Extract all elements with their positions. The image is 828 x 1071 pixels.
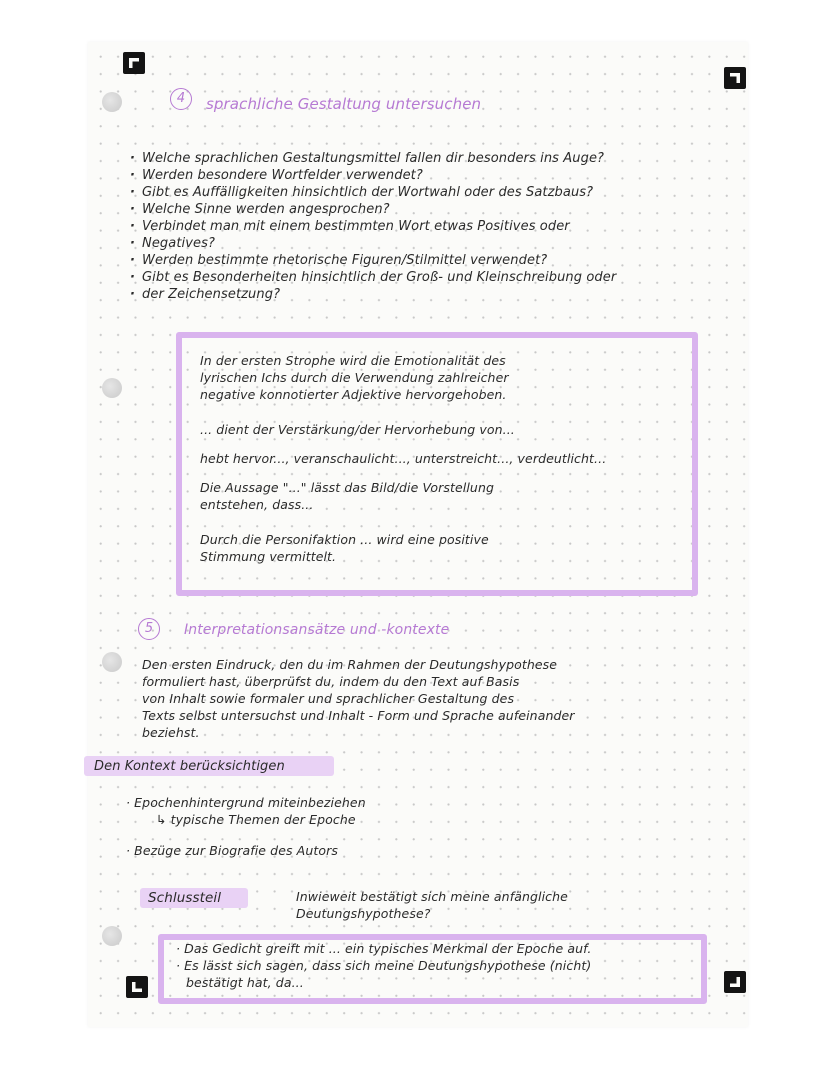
context-subitem: ↳ typische Themen der Epoche	[156, 812, 356, 827]
conclusion-line: bestätigt hat, da...	[186, 975, 304, 990]
punch-hole	[102, 652, 122, 672]
conclusion-line: · Das Gedicht greift mit ... ein typisches Merkmal der Epoche auf.	[176, 941, 592, 956]
conclusion-question-line: Deutungshypothese?	[296, 906, 431, 921]
example-phrases	[200, 352, 606, 565]
question-item: · Verbindet man mit einem bestimmten Wort etwas Positives oder	[128, 218, 616, 235]
notebook-page	[88, 42, 748, 1027]
paragraph-line: von Inhalt sowie formaler und sprachlicher Gestaltung des	[142, 691, 515, 706]
corner-marker-bottom-left	[126, 976, 148, 998]
question-item: · Welche sprachlichen Gestaltungsmittel fallen dir besonders ins Auge?	[128, 150, 616, 167]
section-4-title: sprachliche Gestaltung untersuchen	[206, 95, 482, 113]
example-line: entstehen, dass...	[200, 497, 314, 512]
context-list	[126, 794, 366, 859]
conclusion-line-text: Es lässt sich sagen, dass sich meine Deutungshypothese (nicht)	[184, 958, 592, 973]
question-continuation: · Negatives?	[128, 235, 616, 252]
example-line: lyrischen Ichs durch die Verwendung zahlreicher	[200, 370, 509, 385]
question-item: · Gibt es Auffälligkeiten hinsichtlich der Wortwahl oder des Satzbaus?	[128, 184, 616, 201]
question-item: · Werden besondere Wortfelder verwendet?	[128, 167, 616, 184]
section-number-5: 5	[138, 618, 160, 640]
conclusion-phrases	[176, 940, 592, 991]
conclusion-line-text: Das Gedicht greift mit ... ein typisches Merkmal der Epoche auf.	[184, 941, 592, 956]
context-item: · Bezüge zur Biografie des Autors	[126, 843, 338, 858]
paragraph-line: beziehst.	[142, 725, 200, 740]
conclusion-question-line: Inwieweit bestätigt sich meine anfängliche	[296, 889, 568, 904]
question-item: · Gibt es Besonderheiten hinsichtlich der Groß- und Kleinschreibung oder	[128, 269, 616, 286]
context-item-text: Bezüge zur Biografie des Autors	[134, 843, 338, 858]
paragraph-line: Texts selbst untersuchst und Inhalt - Form und Sprache aufeinander	[142, 708, 575, 723]
corner-marker-top-right	[724, 67, 746, 89]
example-line: Die Aussage "..." lässt das Bild/die Vorstellung	[200, 480, 494, 495]
punch-hole	[102, 92, 122, 112]
example-line: negative konnotierter Adjektive hervorgehoben.	[200, 387, 507, 402]
context-item: · Epochenhintergrund miteinbeziehen	[126, 795, 366, 810]
punch-hole	[102, 926, 122, 946]
conclusion-label: Schlussteil	[148, 890, 222, 906]
paragraph-line: Den ersten Eindruck, den du im Rahmen der Deutungshypothese	[142, 657, 558, 672]
example-line: In der ersten Strophe wird die Emotionalität des	[200, 353, 506, 368]
corner-marker-top-left	[123, 52, 145, 74]
context-item-text: Epochenhintergrund miteinbeziehen	[134, 795, 366, 810]
example-line: hebt hervor..., veranschaulicht..., unterstreicht..., verdeutlicht...	[200, 451, 607, 466]
conclusion-question	[296, 888, 568, 922]
section-4-questions	[128, 150, 616, 303]
example-line: ... dient der Verstärkung/der Hervorhebung von...	[200, 422, 515, 437]
question-item: · Werden bestimmte rhetorische Figuren/Stilmittel verwendet?	[128, 252, 616, 269]
conclusion-line: · Es lässt sich sagen, dass sich meine Deutungshypothese (nicht)	[176, 958, 592, 973]
example-line: Durch die Personifaktion ... wird eine positive	[200, 532, 489, 547]
question-item: · Welche Sinne werden angesprochen?	[128, 201, 616, 218]
question-continuation: · der Zeichensetzung?	[128, 286, 616, 303]
section-5-title: Interpretationsansätze und -kontexte	[184, 622, 450, 638]
context-heading: Den Kontext berücksichtigen	[94, 759, 285, 774]
section-number-4: 4	[170, 88, 192, 110]
paragraph-line: formuliert hast, überprüfst du, indem du den Text auf Basis	[142, 674, 520, 689]
corner-marker-bottom-right	[724, 971, 746, 993]
section-5-paragraph	[142, 656, 575, 741]
punch-hole	[102, 378, 122, 398]
example-line: Stimmung vermittelt.	[200, 549, 337, 564]
